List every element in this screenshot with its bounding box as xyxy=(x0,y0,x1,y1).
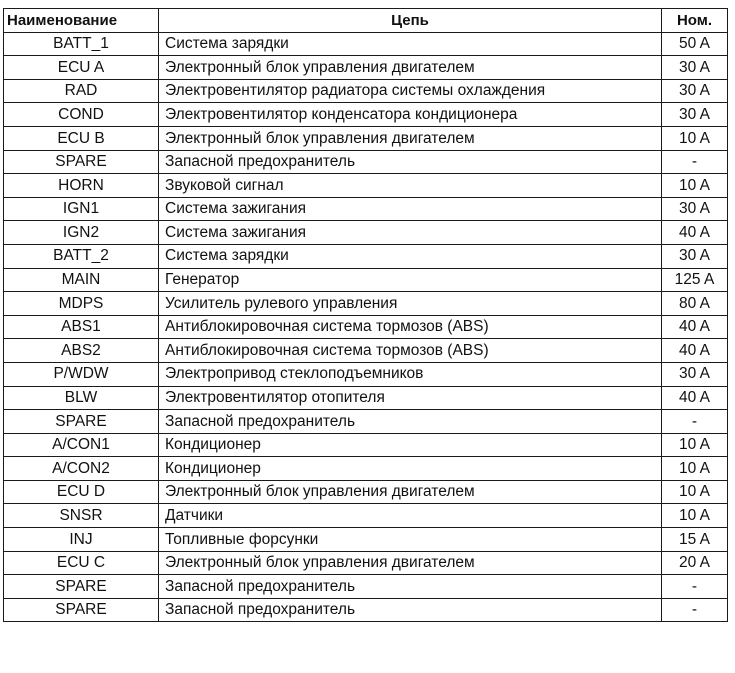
fuse-rating-cell: 20 A xyxy=(662,551,728,575)
table-row xyxy=(4,457,728,481)
fuse-table xyxy=(3,8,728,622)
fuse-circuit-cell: Кондиционер xyxy=(159,457,662,481)
fuse-circuit-cell: Запасной предохранитель xyxy=(159,150,662,174)
fuse-circuit-cell: Система зарядки xyxy=(159,32,662,56)
column-header-circuit: Цепь xyxy=(159,9,662,33)
fuse-name-cell: COND xyxy=(4,103,159,127)
fuse-name-cell: ECU A xyxy=(4,56,159,80)
fuse-name-cell: BATT_2 xyxy=(4,244,159,268)
column-header-name: Наименование xyxy=(4,9,159,33)
fuse-circuit-cell: Запасной предохранитель xyxy=(159,598,662,622)
fuse-circuit-cell: Система зарядки xyxy=(159,244,662,268)
fuse-name-cell: P/WDW xyxy=(4,362,159,386)
fuse-rating-cell: 30 A xyxy=(662,103,728,127)
fuse-circuit-cell: Топливные форсунки xyxy=(159,528,662,552)
table-row xyxy=(4,362,728,386)
fuse-circuit-cell: Электропривод стеклоподъемников xyxy=(159,362,662,386)
fuse-name-cell: SPARE xyxy=(4,410,159,434)
table-row xyxy=(4,221,728,245)
table-row xyxy=(4,339,728,363)
table-row xyxy=(4,292,728,316)
fuse-rating-cell: 10 A xyxy=(662,457,728,481)
fuse-rating-cell: 50 A xyxy=(662,32,728,56)
fuse-circuit-cell: Запасной предохранитель xyxy=(159,410,662,434)
fuse-rating-cell: - xyxy=(662,575,728,599)
fuse-rating-cell: 40 A xyxy=(662,221,728,245)
fuse-name-cell: MAIN xyxy=(4,268,159,292)
fuse-circuit-cell: Система зажигания xyxy=(159,221,662,245)
fuse-circuit-cell: Запасной предохранитель xyxy=(159,575,662,599)
fuse-rating-cell: - xyxy=(662,150,728,174)
table-row xyxy=(4,575,728,599)
fuse-name-cell: ABS1 xyxy=(4,315,159,339)
fuse-circuit-cell: Электронный блок управления двигателем xyxy=(159,56,662,80)
fuse-rating-cell: 30 A xyxy=(662,244,728,268)
fuse-circuit-cell: Электронный блок управления двигателем xyxy=(159,480,662,504)
fuse-name-cell: HORN xyxy=(4,174,159,198)
fuse-name-cell: BATT_1 xyxy=(4,32,159,56)
fuse-circuit-cell: Антиблокировочная система тормозов (ABS) xyxy=(159,315,662,339)
fuse-name-cell: ABS2 xyxy=(4,339,159,363)
fuse-name-cell: MDPS xyxy=(4,292,159,316)
fuse-circuit-cell: Электровентилятор радиатора системы охлаждения xyxy=(159,79,662,103)
table-row xyxy=(4,480,728,504)
table-row xyxy=(4,56,728,80)
table-row xyxy=(4,315,728,339)
fuse-rating-cell: 80 A xyxy=(662,292,728,316)
table-row xyxy=(4,504,728,528)
fuse-rating-cell: 30 A xyxy=(662,79,728,103)
fuse-rating-cell: 10 A xyxy=(662,480,728,504)
table-header-row xyxy=(4,9,728,33)
fuse-name-cell: SPARE xyxy=(4,150,159,174)
fuse-name-cell: RAD xyxy=(4,79,159,103)
fuse-name-cell: A/CON1 xyxy=(4,433,159,457)
fuse-rating-cell: - xyxy=(662,598,728,622)
fuse-rating-cell: 125 A xyxy=(662,268,728,292)
table-row xyxy=(4,433,728,457)
table-row xyxy=(4,268,728,292)
table-row xyxy=(4,32,728,56)
fuse-name-cell: BLW xyxy=(4,386,159,410)
fuse-circuit-cell: Электровентилятор конденсатора кондиционера xyxy=(159,103,662,127)
fuse-name-cell: SPARE xyxy=(4,575,159,599)
fuse-name-cell: ECU B xyxy=(4,126,159,150)
fuse-rating-cell: - xyxy=(662,410,728,434)
fuse-circuit-cell: Электронный блок управления двигателем xyxy=(159,126,662,150)
fuse-table-container xyxy=(3,8,727,622)
fuse-circuit-cell: Электровентилятор отопителя xyxy=(159,386,662,410)
table-row xyxy=(4,410,728,434)
fuse-rating-cell: 30 A xyxy=(662,197,728,221)
fuse-name-cell: ECU C xyxy=(4,551,159,575)
fuse-name-cell: IGN1 xyxy=(4,197,159,221)
fuse-circuit-cell: Датчики xyxy=(159,504,662,528)
fuse-rating-cell: 40 A xyxy=(662,386,728,410)
fuse-circuit-cell: Усилитель рулевого управления xyxy=(159,292,662,316)
fuse-name-cell: ECU D xyxy=(4,480,159,504)
fuse-rating-cell: 40 A xyxy=(662,315,728,339)
fuse-rating-cell: 10 A xyxy=(662,126,728,150)
fuse-name-cell: A/CON2 xyxy=(4,457,159,481)
fuse-name-cell: INJ xyxy=(4,528,159,552)
fuse-circuit-cell: Кондиционер xyxy=(159,433,662,457)
fuse-rating-cell: 40 A xyxy=(662,339,728,363)
table-row xyxy=(4,79,728,103)
table-row xyxy=(4,528,728,552)
fuse-circuit-cell: Звуковой сигнал xyxy=(159,174,662,198)
table-row xyxy=(4,103,728,127)
table-body xyxy=(4,32,728,622)
fuse-name-cell: SNSR xyxy=(4,504,159,528)
table-row xyxy=(4,244,728,268)
fuse-circuit-cell: Генератор xyxy=(159,268,662,292)
fuse-rating-cell: 10 A xyxy=(662,433,728,457)
table-row xyxy=(4,598,728,622)
fuse-rating-cell: 30 A xyxy=(662,362,728,386)
fuse-rating-cell: 30 A xyxy=(662,56,728,80)
fuse-rating-cell: 10 A xyxy=(662,174,728,198)
table-row xyxy=(4,386,728,410)
fuse-circuit-cell: Электронный блок управления двигателем xyxy=(159,551,662,575)
fuse-circuit-cell: Система зажигания xyxy=(159,197,662,221)
table-row xyxy=(4,197,728,221)
fuse-name-cell: IGN2 xyxy=(4,221,159,245)
fuse-name-cell: SPARE xyxy=(4,598,159,622)
fuse-rating-cell: 15 A xyxy=(662,528,728,552)
table-row xyxy=(4,551,728,575)
fuse-circuit-cell: Антиблокировочная система тормозов (ABS) xyxy=(159,339,662,363)
table-row xyxy=(4,174,728,198)
table-row xyxy=(4,126,728,150)
table-row xyxy=(4,150,728,174)
fuse-rating-cell: 10 A xyxy=(662,504,728,528)
column-header-rating: Ном. xyxy=(662,9,728,33)
